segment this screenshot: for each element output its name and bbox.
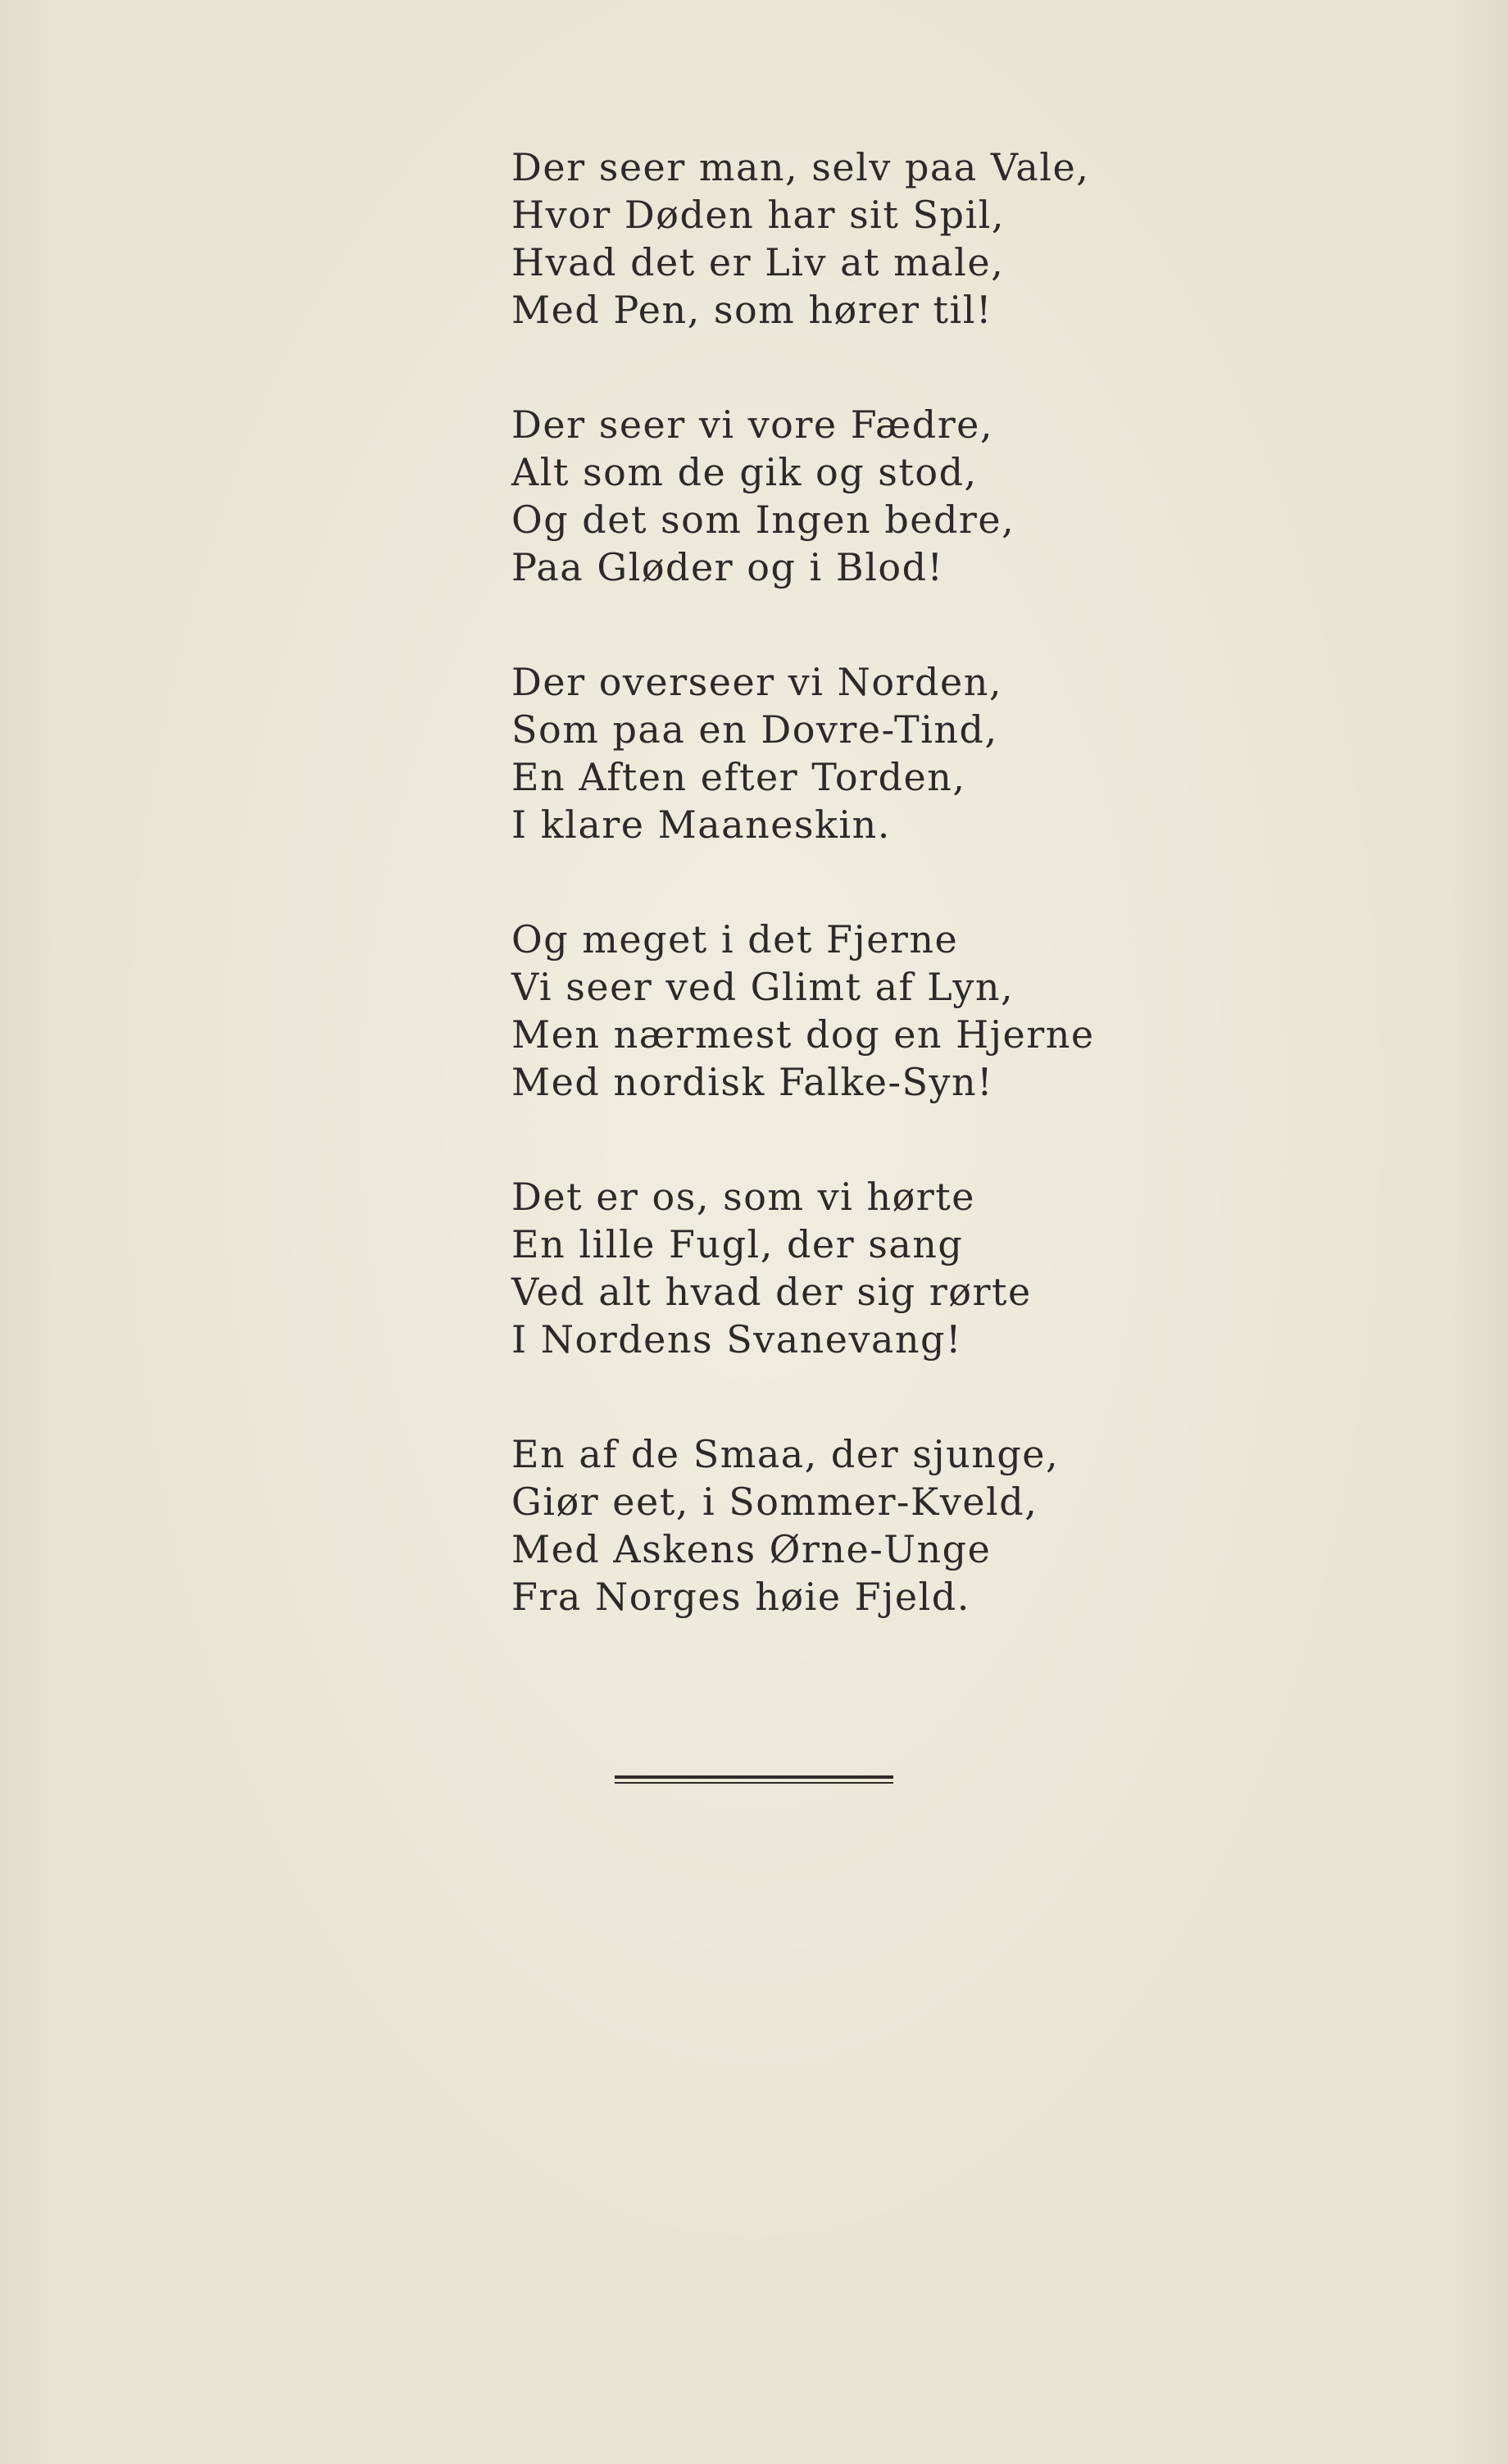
poem-line: Hvor Døden har sit Spil, (511, 193, 1005, 237)
poem-line: Paa Gløder og i Blod! (511, 545, 944, 589)
end-rule-ornament (615, 1775, 893, 1785)
poem-line: Det er os, som vi hørte (511, 1175, 975, 1219)
poem-line: Med nordisk Falke-Syn! (511, 1060, 994, 1104)
poem-line: I klare Maaneskin. (511, 802, 891, 847)
poem-line: Alt som de gik og stod, (511, 450, 978, 494)
end-rule-thin (615, 1782, 893, 1784)
poem-line: Giør eet, i Sommer-Kveld, (511, 1480, 1038, 1524)
poem-line: Hvad det er Liv at male, (511, 240, 1005, 284)
poem-line: Der seer man, selv paa Vale, (511, 145, 1090, 189)
poem-line: Der seer vi vore Fædre, (511, 402, 994, 447)
poem-line: Vi seer ved Glimt af Lyn, (511, 965, 1015, 1009)
poem-line: Med Pen, som hører til! (511, 288, 992, 332)
stanza-6 (511, 1430, 1134, 1621)
poem-line: Men nærmest dog en Hjerne (511, 1012, 1095, 1057)
end-rule-thick (615, 1775, 893, 1779)
poem (511, 143, 1134, 1688)
poem-line: Fra Norges høie Fjeld. (511, 1575, 970, 1619)
stanza-1 (511, 143, 1134, 334)
poem-line: I Nordens Svanevang! (511, 1317, 962, 1362)
stanza-3 (511, 658, 1134, 848)
stanza-4 (511, 916, 1134, 1106)
poem-line: Og det som Ingen bedre, (511, 498, 1015, 542)
poem-line: Ved alt hvad der sig rørte (511, 1270, 1032, 1314)
poem-line: Og meget i det Fjerne (511, 917, 959, 962)
poem-line: En lille Fugl, der sang (511, 1222, 964, 1266)
stanza-5 (511, 1173, 1134, 1363)
poem-line: En Aften efter Torden, (511, 755, 966, 799)
poem-line: Der overseer vi Norden, (511, 660, 1002, 704)
poem-line: Med Askens Ørne-Unge (511, 1527, 992, 1571)
stanza-2 (511, 401, 1134, 591)
poem-line: Som paa en Dovre-Tind, (511, 707, 998, 752)
poem-line: En af de Smaa, der sjunge, (511, 1432, 1060, 1476)
